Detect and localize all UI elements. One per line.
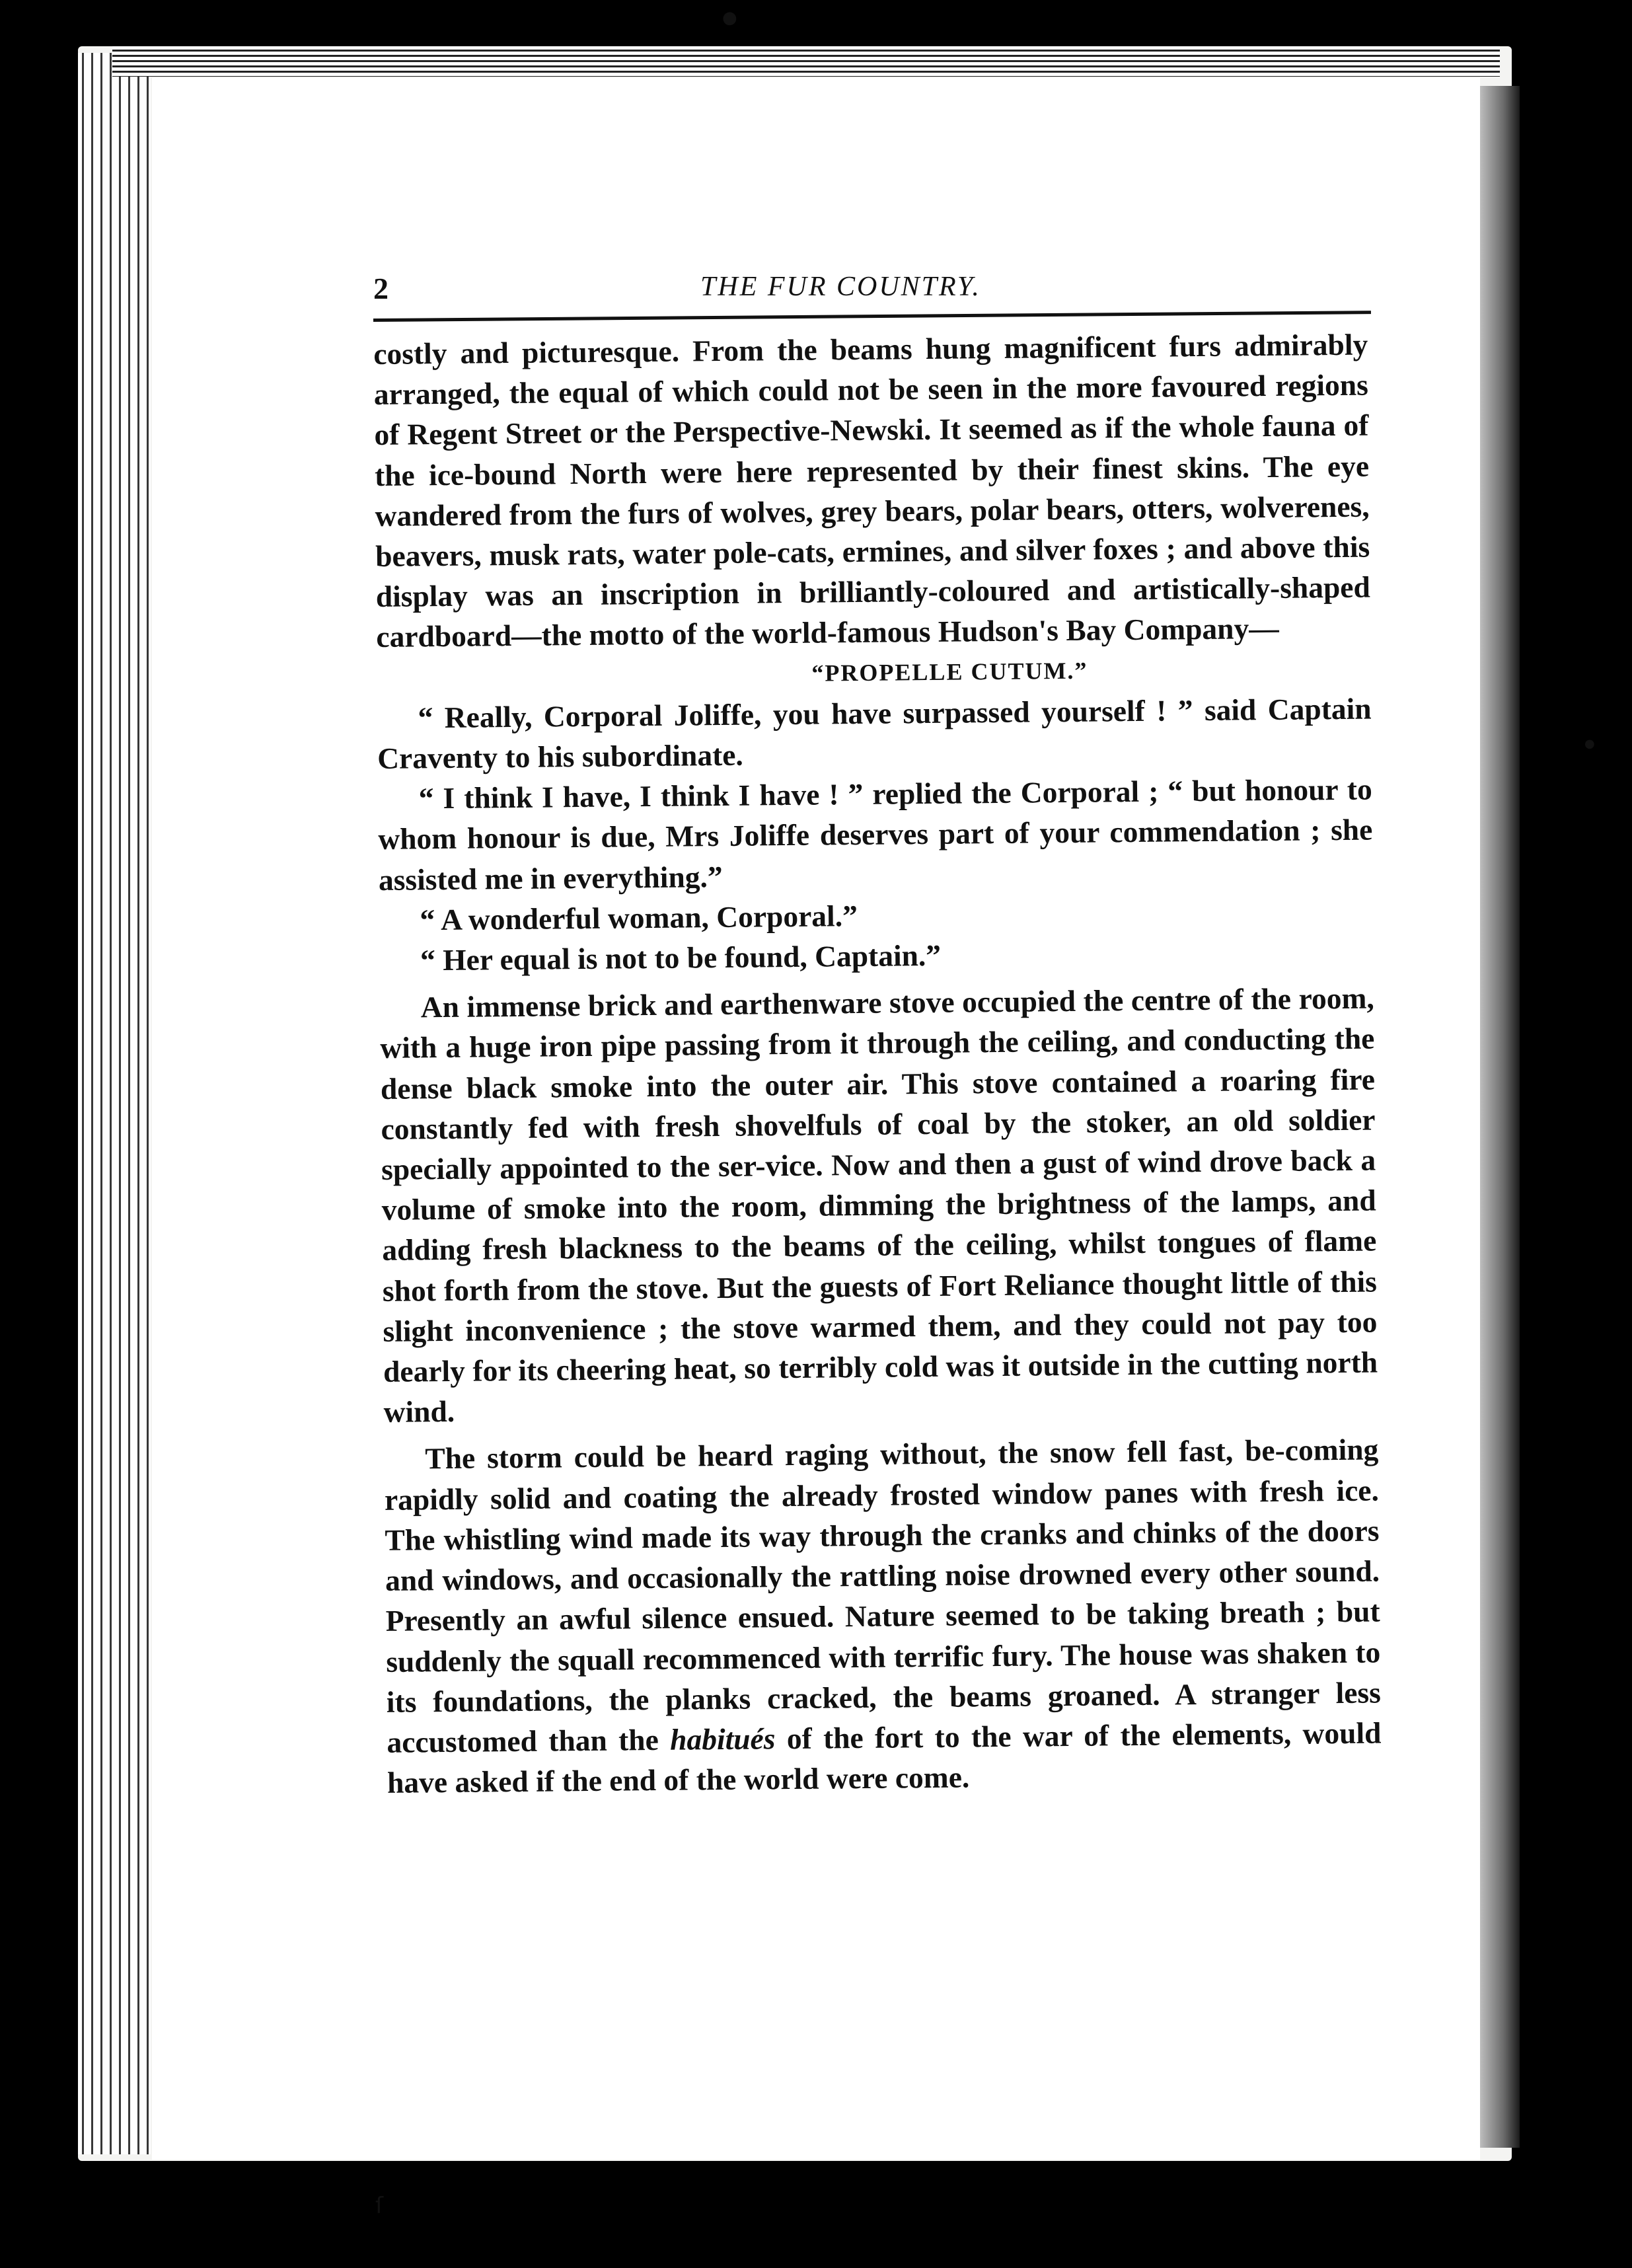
paragraph: “ A wonderful woman, Corporal.” (420, 898, 858, 937)
paragraph: An immense brick and earthenware stove occupied the centre of the room, with a huge iron pipe passing from it through the ceiling, and conducting the dense black smoke into the outer air. This stove contained a roaring fire constantly fed with fresh shovelfuls of coal by the stoker, an old soldier specially appointed to the ser-vice. Now and then a gust of wind drove back a volume of smoke into the room, dimming the brightness of the lamps, and adding fresh blackness to the beams of the ceiling, whilst tongues of flame shot forth from the stove. But the guests of Fort Reliance thought little of this slight inconvenience ; the stove warmed them, and they could not pay too dearly for its cheering heat, so terribly cold was it outside in the cutting north wind. (380, 981, 1378, 1429)
italic-word: habitués (669, 1721, 776, 1757)
paragraph: “ Her equal is not to be found, Captain.” (420, 938, 942, 977)
page-number: 2 (373, 272, 389, 305)
running-title: THE FUR COUNTRY. (700, 272, 981, 302)
paragraph (384, 1429, 1382, 1803)
scan-speck: ● (722, 8, 737, 28)
page-edges-top (112, 46, 1500, 77)
scan-speck: ● (1584, 737, 1595, 751)
paragraph: “ I think I have, I think I have ! ” replied the Corporal ; “ but honour to whom honour is due, Mrs Joliffe deserves part of your commendation ; she assisted me in everything.” (378, 772, 1373, 897)
scan-speck: ſ (375, 2193, 383, 2219)
book-gutter-shadow (1480, 86, 1520, 2148)
body-text (373, 324, 1382, 1803)
paragraph: “ Really, Corporal Joliffe, you have surpassed yourself ! ” said Captain Craventy to his subordinate. (377, 691, 1372, 776)
paragraph-text: The storm could be heard raging without, the snow fell fast, be-coming rapidly solid and coating the already frosted window panes with fresh ice. The whistling wind made its way through the cranks and chinks of the doors and windows, and occasionally the rattling noise drowned every other sound. Presently an awful silence ensued. Nature seemed to be taking breath ; but suddenly the squall recommenced with terrific fury. The house was shaken to its foundations, the planks cracked, the beams groaned. A stranger less accustomed than the (384, 1432, 1382, 1759)
paragraph-text: of the fort to the war of the elements, would have asked if the end of the world were come. (387, 1716, 1382, 1800)
page-edges-left (78, 53, 151, 2154)
paragraph: costly and picturesque. From the beams hung magnificent furs admirably arranged, the equal of which could not be seen in the more favoured regions of Regent Street or the Perspective-Newski. It seemed as if the whole fauna of the ice-bound North were here represented by their finest skins. The eye wandered from the furs of wolves, grey bears, polar bears, otters, wolverenes, beavers, musk rats, water pole-cats, ermines, and silver foxes ; and above this display was an inscription in brilliantly-coloured and artistically-shaped cardboard—the motto of the world-famous Hudson's Bay Company— (373, 327, 1370, 654)
motto: “PROPELLE CUTUM.” (811, 657, 1088, 687)
